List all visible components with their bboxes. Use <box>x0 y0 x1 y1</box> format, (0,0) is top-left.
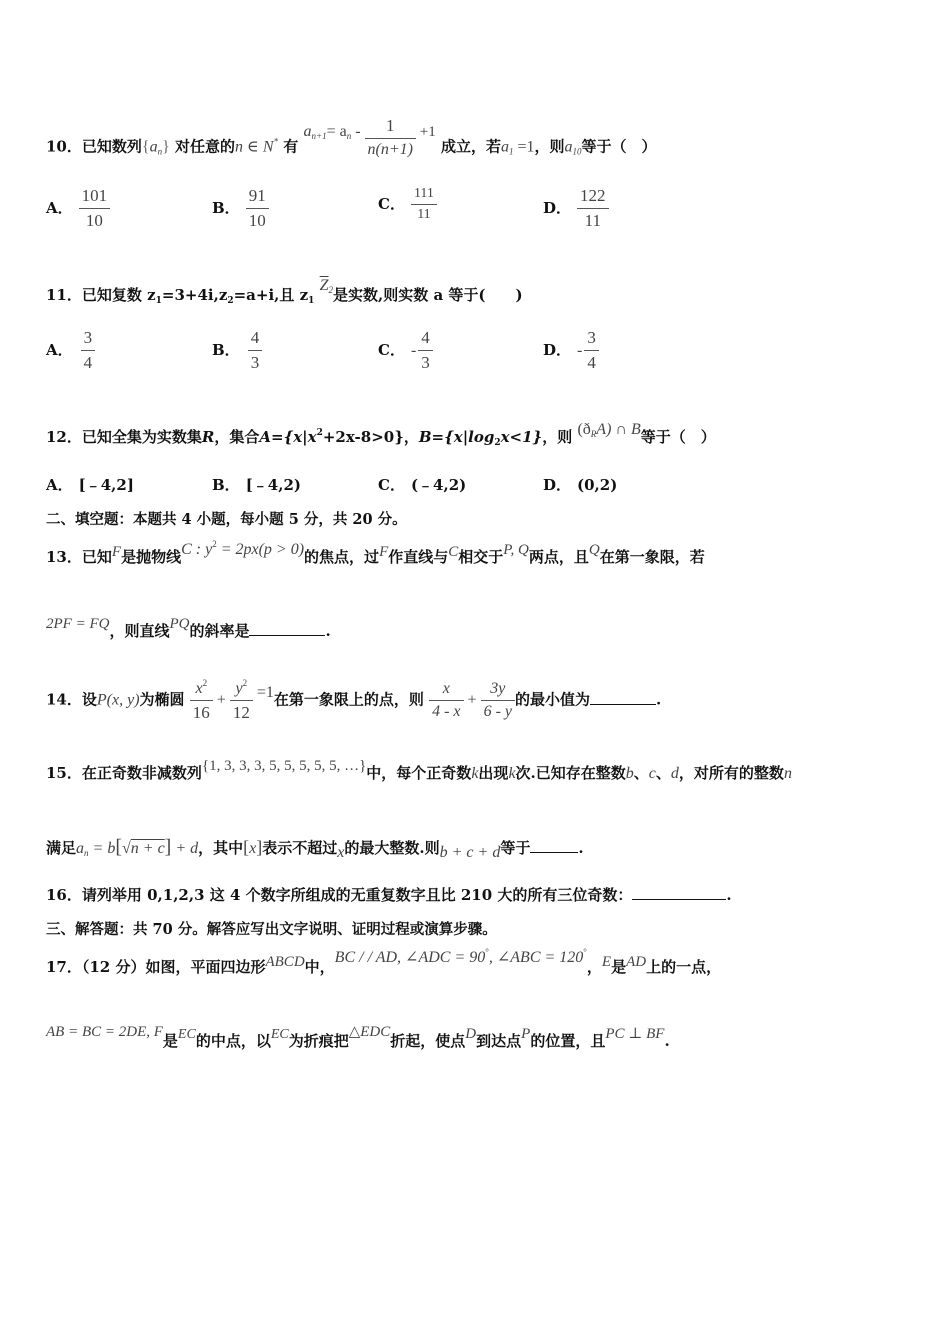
q10-option-a[interactable]: A． $\frac{101}{10}$ <box>46 186 110 231</box>
q12-option-b[interactable]: B． [﹣4,2) <box>212 476 301 494</box>
section-fill-in-heading: 二、填空题：本题共 4 小题，每小题 5 分，共 20 分。 <box>46 511 407 528</box>
objective-x-term: $\frac{x}{4 - x}$ <box>429 680 463 721</box>
question-10: 10．已知数列$\{a_n\}$ 对任意的n ∈ N* 有 $a_{n+1}= a_n$ - $\frac{1}{n(n+1)}$ +1 成立，若$a_1 =1$，则$a_{10}$等于（ ） <box>46 116 657 158</box>
q12-option-c[interactable]: C． (﹣4,2) <box>378 476 467 494</box>
question-12: 12．已知全集为实数集R，集合$A=\{x|x^2+2x-8>0\}$，$B=\{x|\log_2x<1\}$，则 $(ð_RA)$ ∩ B等于（ ） <box>46 421 716 448</box>
q11-option-d[interactable]: D． - $\frac{3}{4}$ <box>543 328 599 373</box>
question-16: 16．请列举用 0,1,2,3 这 4 个数字所组成的无重复数字且比 210 大的所有三位奇数： . <box>46 886 732 904</box>
section-solve-heading: 三、解答题：共 70 分。解答应写出文字说明、证明过程或演算步骤。 <box>46 921 497 938</box>
q16-answer-blank[interactable] <box>632 887 726 900</box>
q15-number: 15． <box>46 764 82 782</box>
q10-option-b[interactable]: B． $\frac{91}{10}$ <box>212 186 269 231</box>
q11-option-a[interactable]: A． $\frac{3}{4}$ <box>46 328 95 373</box>
question-15: 15．在正奇数非减数列{1, 3, 3, 3, 5, 5, 5, 5, 5, …}中，每个正奇数k出现k次.已知存在整数b、c、d，对所有的整数n <box>46 758 792 782</box>
question-15-line2: 满足$a_n = b[√n + c] + d$，其中[x]表示不超过x的最大整数.则b + c + d等于 . <box>46 836 584 861</box>
question-17-line2: AB = BC = 2DE, F是EC的中点，以EC为折痕把△EDC折起，使点D到达点P的位置，且PC ⊥ BF. <box>46 1024 670 1050</box>
q10-number: 10． <box>46 137 82 156</box>
q11-option-b[interactable]: B． $\frac{4}{3}$ <box>212 328 262 373</box>
recurrence-fraction: $\frac{1}{n(n+1)}$ <box>365 116 416 159</box>
question-14: 14．设P(x, y)为椭圆 $\frac{x^2}{16}$ + $\frac{y^2}{12}$ =1在第一象限上的点，则 $\frac{x}{4 - x}$ + $\frac{3y}{6 - y}$ 的最小值为 . <box>46 678 662 722</box>
q11-number: 11． <box>46 286 82 304</box>
ellipse-y-term: $\frac{y^2}{12}$ <box>230 678 253 723</box>
q14-number: 14． <box>46 690 82 709</box>
q12-number: 12． <box>46 428 82 446</box>
question-11: 11．已知复数 $z_1=3+4i,z_2=a+i$,且 $z_1$ $\overline{Z}_2$是实数,则实数 a 等于( ) <box>46 277 523 306</box>
q10-option-c[interactable]: C． $\frac{111}{11}$ <box>378 186 437 223</box>
question-13: 13．已知F是抛物线C : $y^2 = 2px(p > 0)$的焦点，过F作直线与C相交于P, Q两点，且Q在第一象限，若 <box>46 539 705 566</box>
q13-answer-blank[interactable] <box>249 623 325 636</box>
q10-option-d[interactable]: D． $\frac{122}{11}$ <box>543 186 609 231</box>
q15-answer-blank[interactable] <box>530 840 578 853</box>
q13-number: 13． <box>46 548 82 566</box>
question-17: 17．（12 分）如图，平面四边形ABCD中，BC / / AD, ∠ADC = 90°, ∠ABC = 120°，E是AD上的一点， <box>46 947 722 976</box>
q14-answer-blank[interactable] <box>590 692 656 705</box>
q12-option-d[interactable]: D． (0,2) <box>543 476 618 494</box>
question-13-line2: 2PF = FQ，则直线PQ的斜率是 . <box>46 616 331 640</box>
ellipse-x-term: $\frac{x^2}{16}$ <box>190 678 213 723</box>
objective-y-term: $\frac{3y}{6 - y}$ <box>481 680 515 721</box>
q12-option-a[interactable]: A． [﹣4,2] <box>46 476 134 494</box>
q11-option-c[interactable]: C． - $\frac{4}{3}$ <box>378 328 433 373</box>
